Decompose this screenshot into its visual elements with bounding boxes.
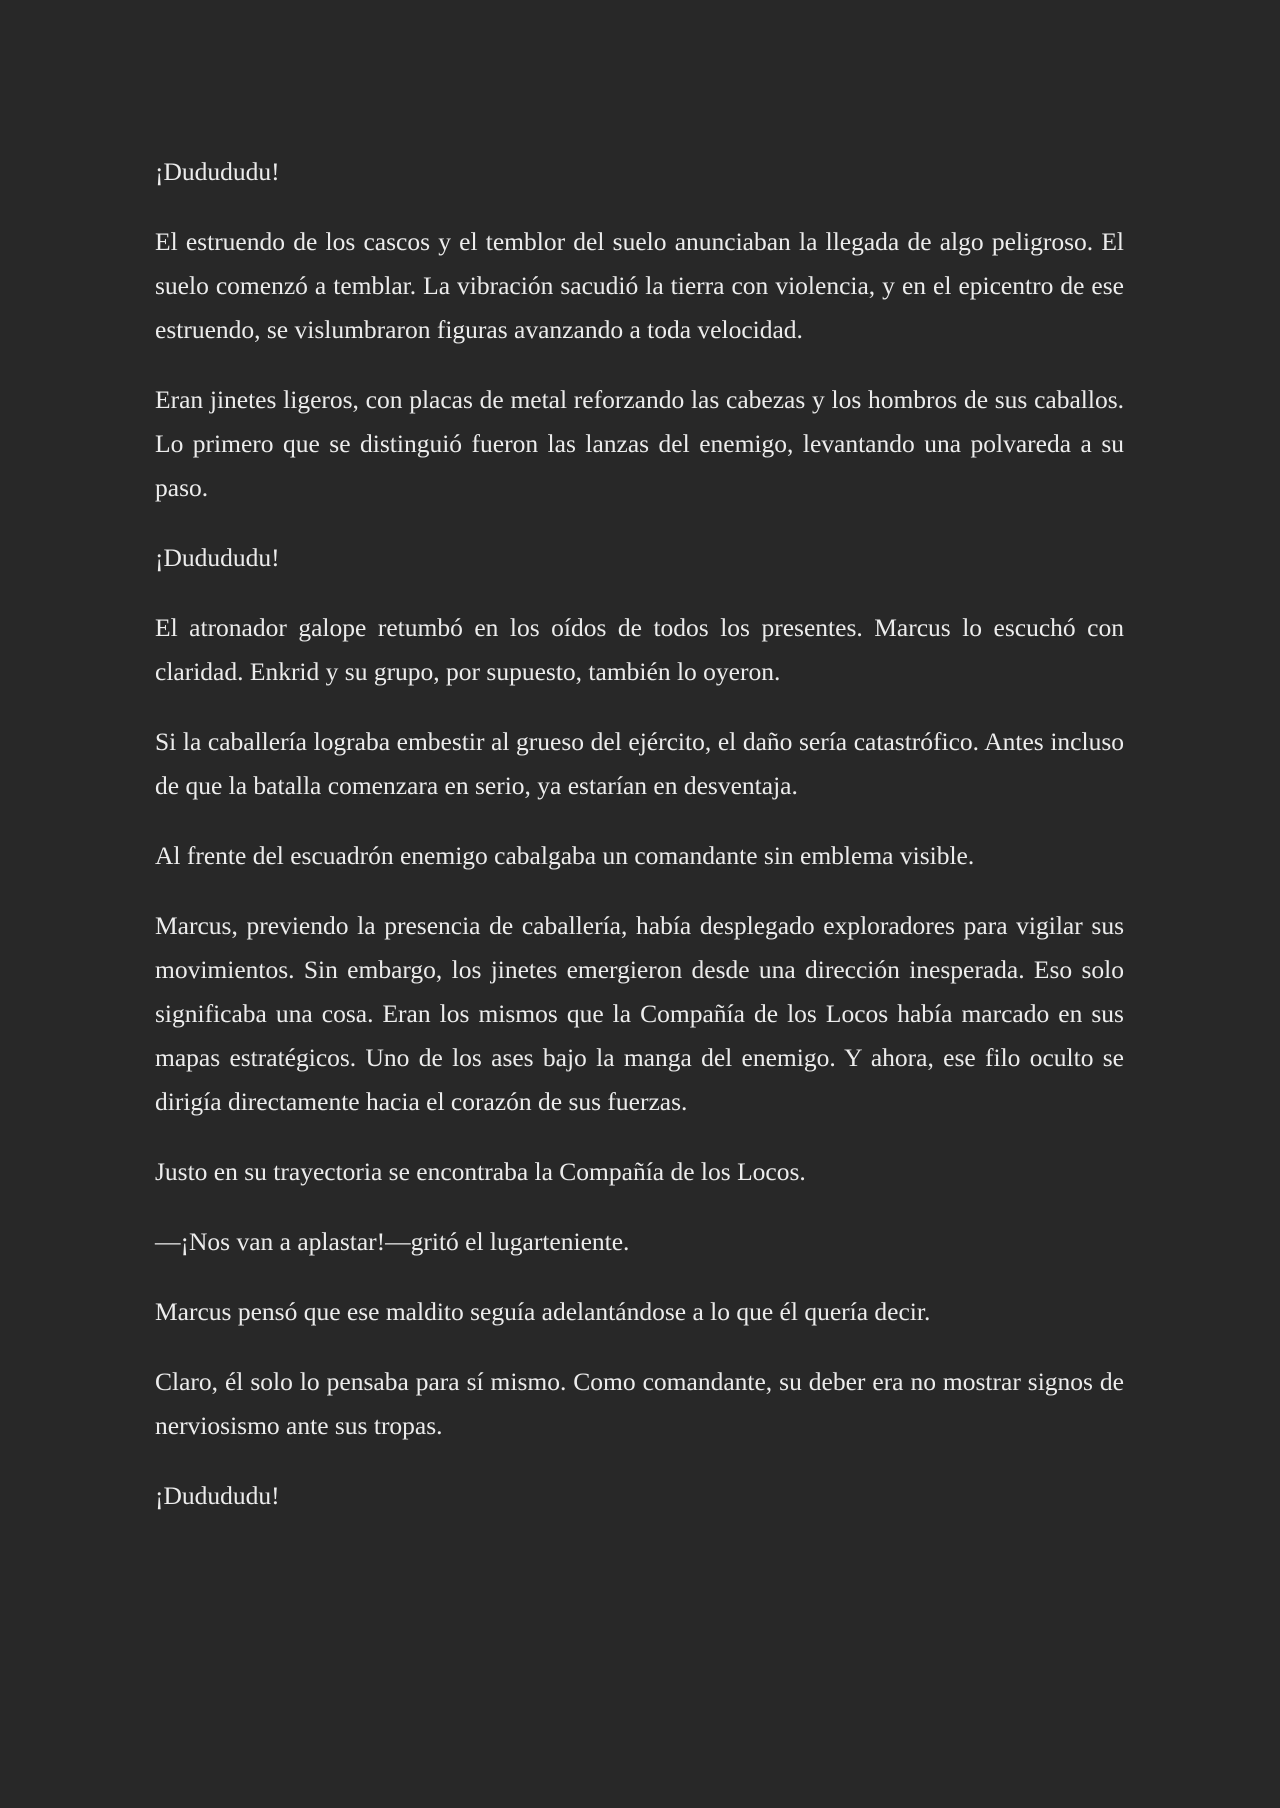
paragraph-commander-duty: Claro, él solo lo pensaba para sí mismo. Como comandante, su deber era no mostrar signos de nerviosismo ante sus tropas.	[155, 1367, 1124, 1440]
paragraph-cavalry-threat: Si la caballería lograba embestir al grueso del ejército, el daño sería catastrófico. Antes incluso de que la batalla comenzara en serio, ya estarían en desventaja.	[155, 727, 1124, 800]
paragraph-trajectory: Justo en su trayectoria se encontraba la Compañía de los Locos.	[155, 1157, 806, 1186]
reader-page	[155, 150, 1124, 1518]
paragraph-thundering-gallop: El atronador galope retumbó en los oídos de todos los presentes. Marcus lo escuchó con claridad. Enkrid y su grupo, por supuesto, también lo oyeron.	[155, 613, 1124, 686]
paragraph-marcus-scouts: Marcus, previendo la presencia de caballería, había desplegado exploradores para vigilar sus movimientos. Sin embargo, los jinetes emergieron desde una dirección inesperada. Eso solo significaba una cosa. Eran los mismos que la Compañía de los Locos había marcado en sus mapas estratégicos. Uno de los ases bajo la manga del enemigo. Y ahora, ese filo oculto se dirigía directamente hacia el corazón de sus fuerzas.	[155, 911, 1124, 1116]
paragraph-onomatopoeia-2: ¡Dudududu!	[155, 543, 280, 572]
paragraph-onomatopoeia-3: ¡Dudududu!	[155, 1481, 280, 1510]
paragraph-marcus-thought: Marcus pensó que ese maldito seguía adelantándose a lo que él quería decir.	[155, 1297, 931, 1326]
paragraph-onomatopoeia-1: ¡Dudududu!	[155, 157, 280, 186]
paragraph-enemy-commander: Al frente del escuadrón enemigo cabalgaba un comandante sin emblema visible.	[155, 841, 975, 870]
paragraph-lieutenant-shout: —¡Nos van a aplastar!—gritó el lugarteniente.	[155, 1227, 630, 1256]
paragraph-hoofbeats: El estruendo de los cascos y el temblor del suelo anunciaban la llegada de algo peligroso. El suelo comenzó a temblar. La vibración sacudió la tierra con violencia, y en el epicentro de ese estruendo, se vislumbraron figuras avanzando a toda velocidad.	[155, 227, 1124, 344]
paragraph-light-riders: Eran jinetes ligeros, con placas de metal reforzando las cabezas y los hombros de sus caballos. Lo primero que se distinguió fueron las lanzas del enemigo, levantando una polvareda a su paso.	[155, 385, 1124, 502]
